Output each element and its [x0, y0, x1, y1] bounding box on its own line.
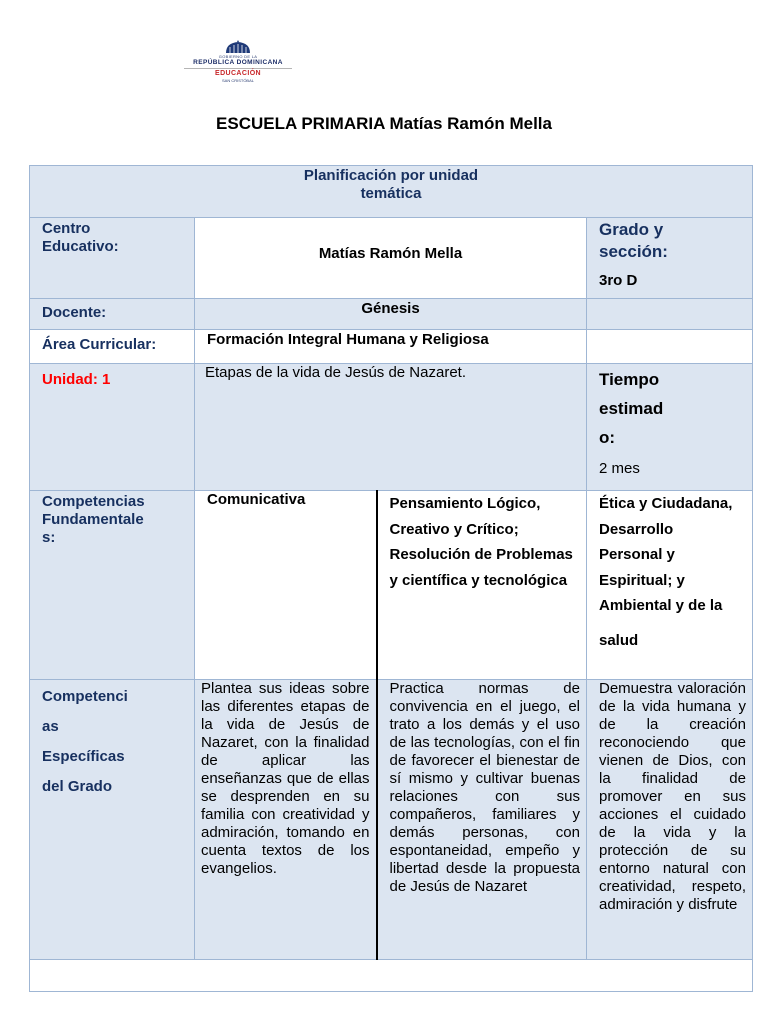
tiempo-label-line-1: Tiempo	[599, 370, 660, 389]
centro-row	[30, 218, 753, 299]
grado-cell	[587, 218, 753, 299]
comp-fund-label-line-2: Fundamentale	[42, 511, 144, 528]
comp-esp-3: Demuestra valoración de la vida humana y de la creación reconociendo que vienen de Dios, con la finalidad de promover en sus acciones el cuidado de la vida y la protección de su entorno natural con creatividad, respeto, admiración y disfrute	[587, 680, 753, 960]
centro-label-line-2: Educativo:	[42, 238, 119, 255]
logo-line-republic: REPÚBLICA DOMINICANA	[193, 59, 283, 66]
centro-value: Matías Ramón Mella	[195, 218, 587, 299]
comp-fund-label-line-1: Competencias	[42, 493, 145, 510]
unit-plan-table	[29, 165, 753, 992]
area-empty-cell	[587, 330, 753, 364]
comp-fund-label-line-3: s:	[42, 529, 56, 546]
grado-value: 3ro D	[599, 272, 638, 289]
logo-line-city: SAN CRISTÓBAL	[221, 78, 254, 83]
docente-label: Docente:	[30, 299, 195, 330]
comp-fund-etica-salud: salud	[599, 631, 639, 649]
comp-esp-label-line-3: Específicas	[42, 748, 125, 765]
logo-divider	[184, 68, 292, 69]
tiempo-label-line-2: estimad	[599, 399, 664, 418]
plan-title-line-2: temática	[360, 185, 422, 202]
grado-label-line-1: Grado y	[599, 220, 664, 239]
competencias-especificas-row	[30, 680, 753, 960]
comp-fund-pensamiento: Pensamiento Lógico, Creativo y Crítico; Resolución de Problemas y científica y tecnológica	[377, 491, 587, 680]
unidad-row	[30, 364, 753, 491]
tiempo-value: 2 mes	[599, 460, 640, 477]
comp-esp-label-line-1: Competenci	[42, 688, 128, 705]
docente-empty-cell	[587, 299, 753, 330]
area-row	[30, 330, 753, 364]
title-row	[30, 166, 753, 218]
comp-esp-label	[30, 680, 195, 960]
comp-fund-label	[30, 491, 195, 680]
logo-line-education: EDUCACIÓN	[215, 70, 261, 77]
comp-fund-comunicativa: Comunicativa	[195, 491, 377, 680]
tiempo-label-line-3: o:	[599, 428, 616, 447]
tiempo-cell	[587, 364, 753, 491]
area-label: Área Curricular:	[30, 330, 195, 364]
empty-bottom-row	[30, 960, 753, 992]
competencias-fundamentales-row	[30, 491, 753, 680]
national-shield-icon	[223, 40, 253, 54]
grado-label	[599, 219, 740, 263]
empty-bottom-cell	[30, 960, 753, 992]
centro-label	[30, 218, 195, 299]
school-title: ESCUELA PRIMARIA Matías Ramón Mella	[216, 114, 552, 133]
unidad-value: Etapas de la vida de Jesús de Nazaret.	[195, 364, 587, 491]
comp-esp-label-line-4: del Grado	[42, 778, 113, 795]
comp-esp-1: Plantea sus ideas sobre las diferentes etapas de la vida de Jesús de Nazaret, con la finalidad de aplicar las enseñanzas que de ellas se desprenden en su familia con creatividad y admiración, tomando en cuenta textos de los evangelios.	[195, 680, 377, 960]
comp-fund-etica	[587, 491, 753, 680]
area-value: Formación Integral Humana y Religiosa	[195, 330, 587, 364]
comp-esp-2: Practica normas de convivencia en el juego, el trato a los demás y el uso de las tecnologías, con el fin de favorecer el bienestar de sí mismo y cultivar buenas relaciones con sus compañeros, familiares y demás personas, con espontaneidad, empeño y libertad desde la propuesta de Jesús de Nazaret	[377, 680, 587, 960]
docente-row	[30, 299, 753, 330]
unidad-label: Unidad: 1	[30, 364, 195, 491]
tiempo-label	[599, 365, 740, 452]
plan-title-line-1: Planificación por unidad	[303, 167, 479, 184]
plan-title-cell	[30, 166, 753, 218]
comp-esp-label-line-2: as	[42, 718, 59, 735]
grado-label-line-2: sección:	[599, 242, 668, 261]
docente-value: Génesis	[195, 299, 587, 330]
comp-fund-etica-text: Ética y Ciudadana, Desarrollo Personal y Espiritual; y Ambiental y de la	[599, 495, 733, 614]
centro-label-line-1: Centro	[42, 220, 91, 237]
ministry-logo	[176, 40, 300, 86]
logo-line-government: GOBIERNO DE LA	[218, 54, 258, 59]
